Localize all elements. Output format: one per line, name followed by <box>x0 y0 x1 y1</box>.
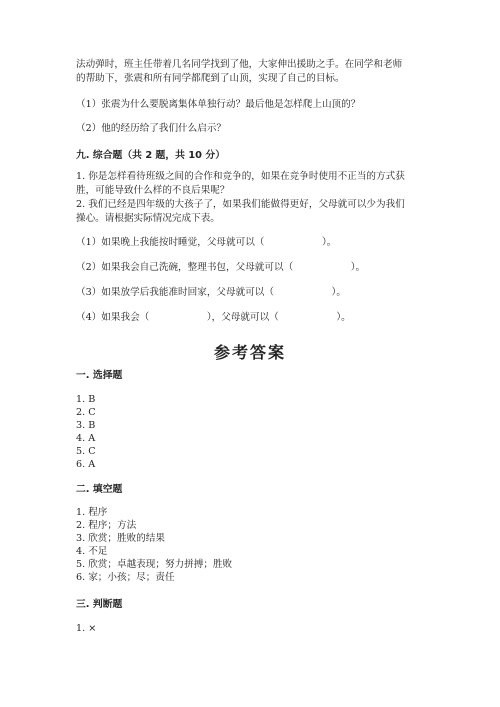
answer-item: 2. 程序；方法 <box>76 520 137 531</box>
question-8-1: （1）张震为什么要脱离集体单独行动？最后他是怎样爬上山顶的？ <box>76 99 361 110</box>
answer-item: 5. 欣赏；卓越表现；努力拼搏；胜败 <box>76 559 233 570</box>
question-line: 操心。请根据实际情况完成下表。 <box>76 213 220 224</box>
question-line: 胜，可能导致什么样的不良后果呢？ <box>76 185 230 196</box>
section-9-question-1 <box>76 170 428 198</box>
answer-item: 1. B <box>76 394 96 405</box>
fill-item-4: （4）如果我会（ ），父母就可以（ ）。 <box>76 312 351 323</box>
answer-item: 4. 不足 <box>76 546 108 557</box>
paragraph-line: 法动弹时，班主任带着几名同学找到了他，大家伸出援助之手。在同学和老师 <box>76 59 403 70</box>
question-line: 1. 你是怎样看待班级之间的合作和竞争的，如果在竞争时使用不正当的方式获 <box>76 171 405 182</box>
answer-item: 1. 程序 <box>76 507 108 518</box>
fill-item-3: （3）如果放学后我能准时回家，父母就可以（ ）。 <box>76 287 346 298</box>
answer-item: 1. × <box>76 623 97 634</box>
answer-item: 3. 欣赏；胜败的结果 <box>76 533 165 544</box>
question-8-2: （2）他的经历给了我们什么启示？ <box>76 123 227 134</box>
judge-heading: 三. 判断题 <box>76 599 123 610</box>
answer-item: 5. C <box>76 446 96 457</box>
fill-heading: 二. 填空题 <box>76 484 123 495</box>
section-9-heading: 九. 综合题（共 2 题，共 10 分） <box>76 150 225 161</box>
answer-item: 6. 家；小孩；尽；责任 <box>76 572 175 583</box>
choice-heading: 一. 选择题 <box>76 370 123 381</box>
story-paragraph <box>76 58 428 86</box>
fill-answers <box>76 506 232 584</box>
section-9-question-2 <box>76 198 428 226</box>
fill-item-1: （1）如果晚上我能按时睡觉，父母就可以（ ）。 <box>76 237 337 248</box>
answer-item: 4. A <box>76 433 96 444</box>
paragraph-line: 的帮助下，张震和所有同学都爬到了山顶，实现了自己的目标。 <box>76 73 345 84</box>
fill-item-2: （2）如果我会自己洗碗，整理书包，父母就可以（ ）。 <box>76 262 366 273</box>
question-line: 2. 我们已经是四年级的大孩子了，如果我们能做得更好，父母就可以少为我们 <box>76 199 405 210</box>
choice-answers <box>76 393 96 471</box>
answer-item: 6. A <box>76 459 96 470</box>
answer-item: 2. C <box>76 407 96 418</box>
answer-title: 参考答案 <box>213 343 286 362</box>
judge-answers <box>76 622 96 635</box>
answer-item: 3. B <box>76 420 96 431</box>
